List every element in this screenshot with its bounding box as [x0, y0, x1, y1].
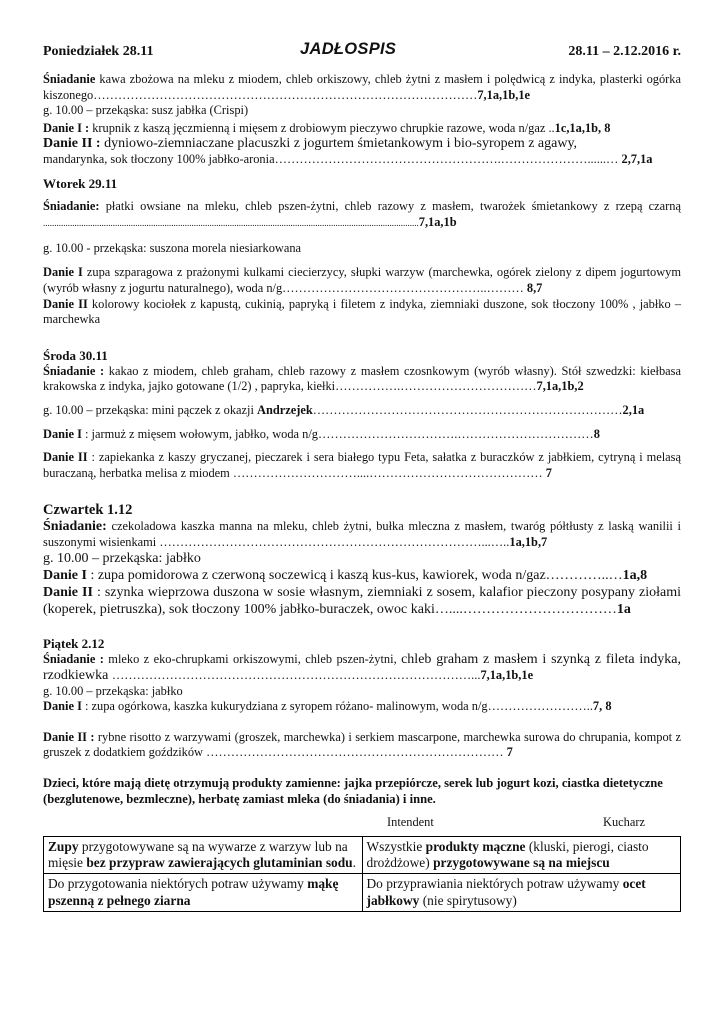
snack-tuesday: g. 10.00 - przekąska: suszona morela niesiarkowana	[43, 240, 302, 255]
lunch1-friday: Danie I : zupa ogórkowa, kaszka kukurydziana z syropem różano- malinowym, woda n/g……………………..7, 8	[43, 699, 612, 714]
lunch2-wednesday: Danie II : zapiekanka z kaszy gryczanej, pieczarek i sera białego typu Feta, sałatka z buraczków z jabłkiem, cytryną i melasą buraczaną, herbatka melisa z miodem …………………………....…………………………………… 7	[43, 450, 682, 480]
snack-wednesday: g. 10.00 – przekąska: mini pączek z okazji Andrzejek…………………………………………………………………2,1a	[43, 402, 645, 417]
snack-friday: g. 10.00 – przekąska: jabłko	[43, 683, 183, 698]
info-table-row	[44, 837, 681, 874]
lunch2-thursday: Danie II : szynka wieprzowa duszona w sosie własnym, ziemniaki z sosem, kalafior pieczony posypany ziołami (koperek, pietruszka), sok tłoczony 100% jabłko-buraczek, owoc kaki…....……………………………1a	[43, 585, 681, 618]
info-cell-flour-products: Wszystkie produkty mączne (kluski, pierogi, ciasto drożdżowe) przygotowywane są na miejscu	[362, 837, 681, 874]
breakfast-friday: Śniadanie : mleko z eko-chrupkami orkiszowymi, chleb pszen-żytni, chleb graham z masłem i szynką z fileta indyka, rzodkiewka ……………………………………………………………………………...7,1a,1b,1e	[43, 652, 681, 684]
info-table	[43, 836, 681, 912]
breakfast-wednesday: Śniadanie : kakao z miodem, chleb graham, chleb razowy z masłem czosnkowym (wyrób własny). Stół szwedzki: kiełbasa krakowska z indyka, jajko gotowane (1/2) , papryka, kiełki…………….……………………………7,1a,1b,2	[43, 363, 681, 394]
lunch2-friday: Danie II : rybne risotto z warzywami (groszek, marchewka) i serkiem mascarpone, marchewka surowa do chrupania, kompot z gruszek z dodatkiem goździków ……………………………………………………………… 7	[43, 729, 681, 760]
signatures	[43, 813, 681, 833]
breakfast-monday: Śniadanie kawa zbożowa na mleku z miodem, chleb orkiszowy, chleb żytni z masłem i polędwicą z indyka, plasterki ogórka kiszonego…………………………………………………………………………………7,1a,1b,1e	[43, 72, 681, 102]
day-title-wednesday: Środa 30.11	[43, 347, 108, 363]
info-table-row	[44, 874, 681, 911]
snack-thursday: g. 10.00 – przekąska: jabłko	[43, 551, 201, 567]
breakfast-thursday: Śniadanie: czekoladowa kaszka manna na mleku, chleb żytni, bułka mleczna z masłem, twaróg półtłusty z laską wanilii i suszonymi wisienkami ……………………………………………………………………...…..1a,1b,7	[43, 519, 681, 549]
day-monday	[43, 72, 681, 168]
lunch1-wednesday: Danie I : jarmuż z mięsem wołowym, jabłko, woda n/g…………………………….……………………………8	[43, 426, 600, 441]
info-cell-apple-vinegar: Do przyprawiania niektórych potraw używamy ocet jabłkowy (nie spirytusowy)	[362, 874, 681, 911]
lunch2-tuesday: Danie II kolorowy kociołek z kapustą, cukinią, papryką i filetem z indyka, ziemniaki duszone, sok tłoczony 100% , jabłko – marchewka	[43, 296, 682, 327]
day-title-tuesday: Wtorek 29.11	[43, 175, 118, 191]
lunch1-monday: Danie I : krupnik z kaszą jęczmienną i mięsem z drobiowym pieczywo chrupkie razowe, woda n/gaz ..1c,1a,1b, 8	[43, 120, 611, 135]
lunch2-monday: Danie II : dyniowo-ziemniaczane placuszki z jogurtem śmietankowym i bio-syropem z agawy, mandarynka, sok tłoczony 100% jabłko-aronia……………………………………………….…………………......… 2,7,1a	[43, 136, 653, 166]
page-title: JADŁOSPIS	[300, 40, 397, 58]
lunch1-tuesday: Danie I zupa szparagowa z prażonymi kulkami ciecierzycy, słupki warzyw (marchewka, ogórek zielony z dipem jogurtowym (wyrób własny z jogurtu naturalnego), woda n/g…………………………………………..……… 8,7	[43, 265, 681, 295]
snack-monday: g. 10.00 – przekąska: susz jabłka (Crispi)	[43, 103, 249, 118]
breakfast-tuesday: Śniadanie: płatki owsiane na mleku, chleb pszen-żytni, chleb razowy z masłem, twarożek śmietankowy z rzepą czarną .......................................................................................................................................................................7,1a,1b	[43, 198, 681, 230]
day-thursday	[43, 501, 681, 618]
day-title-thursday: Czwartek 1.12	[43, 502, 133, 519]
day-wednesday	[43, 348, 681, 482]
day-title-friday: Piątek 2.12	[43, 636, 105, 652]
diet-note: Dzieci, które mają dietę otrzymują produkty zamienne: jajka przepiórcze, serek lub jogurt kozi, ciastka dietetyczne (bezglutenowe, bezmleczne), herbatę zamiast mleka (do śniadania) i inne.	[43, 776, 663, 807]
info-cell-wholegrain-flour: Do przygotowania niektórych potraw używamy mąkę pszenną z pełnego ziarna	[44, 874, 363, 911]
menu-page	[43, 40, 681, 833]
day-friday	[43, 636, 681, 761]
info-cell-soups: Zupy przygotowywane są na wywarze z warzyw lub na mięsie bez przypraw zawierających glutaminian sodu.	[44, 837, 363, 874]
day-tuesday	[43, 176, 681, 328]
header-day: Poniedziałek 28.11	[43, 44, 154, 59]
signature-kucharz: Kucharz	[603, 815, 645, 830]
header-date-range: 28.11 – 2.12.2016 r.	[568, 44, 681, 59]
signature-intendent: Intendent	[387, 815, 434, 830]
menu-header	[43, 40, 681, 62]
lunch1-thursday: Danie I : zupa pomidorowa z czerwoną soczewicą i kaszą kus-kus, kawiorek, woda n/gaz…………..…1a,8	[43, 568, 648, 584]
